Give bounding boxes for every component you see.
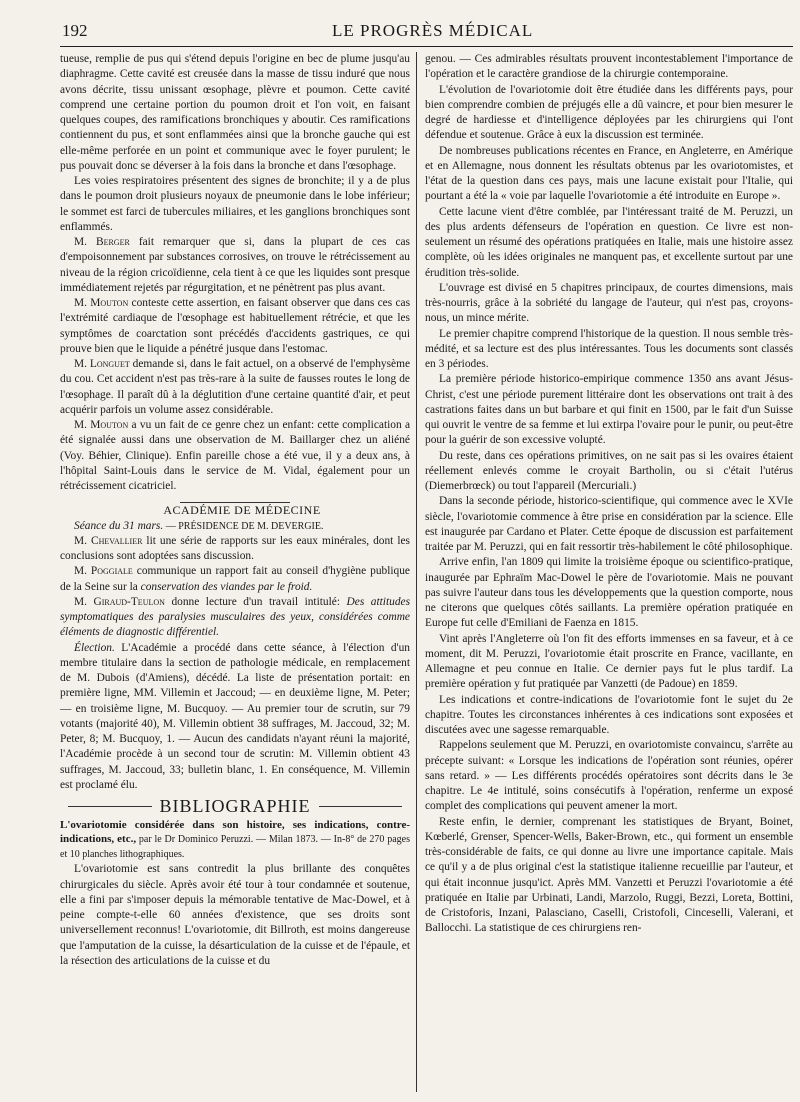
paragraph: L'évolution de l'ovariotomie doit être étudiée dans les différents pays, pour bien comprendre combien de préjugés elle a dû vaincre, et pour bien mesurer le degré de hardiesse et d'intelligence déployées par les chirurgiens qui l'ont défendue et soutenue. Grâce à eux la discussion est terminée. (425, 83, 793, 142)
journal-title: LE PROGRÈS MÉDICAL (332, 21, 534, 40)
paragraph-text: conteste cette assertion, en faisant observer que dans ces cas l'extrémité cardiaque de l'œsophage est habituellement rétrécie, et que les symptômes de coarctation sont précédés d'accidents gastriques, ce qui prouve bien que le liquide a pénétré jusque dans l'estomac. (60, 297, 410, 355)
paragraph-text: lit une série de rapports sur les eaux minérales, dont les conclusions sont adoptées sans discussion. (60, 534, 410, 562)
session-line (60, 519, 410, 534)
column-divider (416, 52, 417, 1092)
paragraph (60, 534, 410, 565)
speaker-name: M. Berger (74, 236, 130, 248)
paragraph: Les indications et contre-indications de l'ovariotomie font le sujet du 2e chapitre. Toutes les circonstances inhérentes à ces indications sont exposées et discutées avec une sagesse remarquable. (425, 693, 793, 736)
paragraph: tueuse, remplie de pus qui s'étend depuis l'origine en bec de plume jusqu'au diaphragme. Cette cavité est creusée dans la masse de tissu induré que nous avons décrite, tissu unissant œsophage, plèvre et poumon. Cette cavité comprend une certaine portion du poumon droit et l'on voit, en faisant quelques coupes, des ramifications bronchiques y aboutir. Ces ramifications contiennent du pus, et sont enflammées ainsi que la bronche gauche qui est elle-même perforée en un point et communique avec le foyer purulent; le pus pouvait donc se déverser à la fois dans la bronche et dans l'œsophage. (60, 53, 410, 172)
presidence: — PRÉSIDENCE DE M. DEVERGIE. (163, 520, 324, 532)
speaker-name: M. Mouton (74, 419, 129, 431)
paragraph-text: donne lecture d'un travail intitulé: (164, 595, 347, 608)
paragraph: Arrive enfin, l'an 1809 qui limite la troisième époque ou scientifico-pratique, inaugurée par Ephraïm Mac-Dowel le père de l'ovariotomie. Mais ne pouvant pas suivre l'auteur dans tous les développements que la question comporte, nous ne citerons que quelques côtés saillants. La première opération pratiquée en Europe fut celle d'Emiliani de Faenza en 1815. (425, 556, 793, 630)
election-label: Élection. (74, 641, 115, 654)
header-rule (60, 46, 793, 47)
paragraph: Cette lacune vient d'être comblée, par l'intéressant traité de M. Peruzzi, un des plus ardents défenseurs de l'opération en question. Ce livre est non-seulement un résumé des opérations pratiquées en Italie, mais une histoire assez complète, où les idées originales ne manquent pas, et excellente surtout par une érudition très-solide. (425, 205, 793, 279)
heading-rule (68, 806, 152, 807)
paragraph (60, 418, 410, 494)
paragraph-text: L'Académie a procédé dans cette séance, à l'élection d'un membre titulaire dans la section de pathologie médicale, en remplacement de M. Dubois (d'Amiens), décédé. La liste de présentation portait: en première ligne, MM. Villemin et Jaccoud; — en deuxième ligne, M. Peter; — en troisième ligne, M. Bucquoy. — Au premier tour de scrutin, sur 79 votants (majorité 40), M. Villemin obtient 38 suffrages, M. Jaccoud, 32; M. Peter, 8; M. Bucquoy, 1. — Aucun des candidats n'ayant réuni la majorité, l'Académie procède à un second tour de scrutin: M. Villemin obtient 43 suffrages, M. Jaccoud, 33; bulletin blanc, 1. En conséquence, M. Villemin est proclamé élu. (60, 641, 410, 791)
paragraph (60, 296, 410, 357)
section-title: ACADÉMIE DE MÉDECINE (163, 503, 321, 518)
right-column (425, 52, 793, 937)
page-header (62, 18, 792, 44)
paragraph: Du reste, dans ces opérations primitives, on ne sait pas si les ovaires étaient réellement enlevés comme le croyait Bartholin, ou si c'était l'utérus (Diemerbrœck) ou tout l'appareil (Mercuriali.) (425, 449, 793, 492)
paragraph (60, 564, 410, 595)
paragraph: De nombreuses publications récentes en France, en Angleterre, en Amérique et en Allemagne, nous donnent les résultats obtenus par les ovariotomistes, et l'état de la question dans ces pays, mais une lacune existait pour l'Italie, qui pourtant a été la « voie par laquelle l'ovariotomie a été introduite en Europe ». (425, 144, 793, 203)
speaker-name: M. Poggiale (74, 565, 133, 578)
paragraph (60, 357, 410, 418)
speaker-name: M. Chevallier (74, 534, 143, 547)
speaker-name: M. Mouton (74, 297, 129, 309)
paragraph: Le premier chapitre comprend l'historique de la question. Il nous semble très-médité, et sa lecture est des plus intéressantes. Tous les documents sont classés en 3 périodes. (425, 327, 793, 370)
book-details: par le Dr Dominico Peruzzi. — Milan 1873. — In-8° de 270 pages et 10 planches lithographiques. (60, 834, 410, 861)
italic-title: Des attitudes symptomatiques des paralysies musculaires des yeux, considérées comme éléments de diagnostic différentiel. (60, 595, 410, 639)
paragraph: L'ovariotomie est sans contredit la plus brillante des conquêtes chirurgicales du siècle. Après avoir été tour à tour condamnée et soutenue, elle a fini par s'imposer depuis la mémorable tentative de Mac-Dowel, et à peine compte-t-elle 60 années d'existence, que ses droits sont universellement reconnus! L'ovariotomie, dit Billroth, est moins dangereuse que l'amputation de la cuisse, la désarticulation de la cuisse et de l'épaule, et la résection des articulations de la cuisse et du (60, 863, 410, 967)
bibliography-heading (60, 796, 410, 816)
heading-rule (319, 806, 403, 807)
paragraph: La première période historico-empirique commence 1350 ans avant Jésus-Christ, c'est une période purement littéraire dont les observations ont trait à des castrations faites dans un but barbare et qui finit en 1500, par le fait d'un Suisse qui ouvrit le ventre de sa femme et lui extirpa l'ovaire pour le punir, ou peut-être pour la guérir de son excessive volupté. (425, 373, 793, 447)
paragraph: Les voies respiratoires présentent des signes de bronchite; il y a de plus dans le poumon droit plusieurs noyaux de pneumonie dans le lobe inférieur; le sommet est farci de tubercules miliaires, et les ganglions bronchiques sont enflammés. (60, 175, 410, 233)
paragraph: Rappelons seulement que M. Peruzzi, en ovariotomiste convaincu, s'arrête au précepte suivant: « Lorsque les indications de l'opération sont réunies, opérer sans retard. » — Les différents procédés opératoires sont décrits dans le 3e chapitre. Le 4e intitulé, soins consécutifs à l'opération, renferme un exposé complet des complications qui peuvent amener la mort. (425, 739, 793, 813)
session-date: Séance du 31 mars. (74, 519, 164, 532)
paragraph-text: communique un rapport fait au conseil d'hygiène publique de la Seine sur la (60, 565, 410, 593)
paragraph (60, 235, 410, 296)
book-title: L'ovariotomie considérée dans son histoire, ses indications, contre-indications, etc., (60, 819, 410, 846)
paragraph-text: fait remarquer que si, dans la plupart de ces cas d'empoisonnement par substances corrosives, on trouve le rétrécissement au niveau de la région cricoïdienne, cela tient à ce que les liquides sont presque immédiatement rejetés par régurgitation, et ne pénètrent pas plus avant. (60, 236, 410, 294)
paragraph (60, 641, 410, 794)
italic-title: conservation des viandes par le froid. (140, 580, 313, 593)
paragraph: Dans la seconde période, historico-scientifique, qui commence avec le XVIe siècle, l'ovariotomie commence à être prise en considération par la science. Elle est inaugurée par Cardano et Plater. Cette époque de discussion est parfaitement traitée par M. Peruzzi, qui en fait ressortir très-habilement le côté philosophique. (425, 495, 793, 553)
page-number: 192 (62, 21, 88, 40)
left-column (60, 52, 410, 969)
speaker-name: M. Longuet (74, 358, 130, 370)
paragraph-text: a vu un fait de ce genre chez un enfant: cette complication a été signalée aussi dans une observation de M. Baillarger chez un aliéné (Voy. Béhier, Clinique). Enfin pareille chose a été vue, il y a deux ans, à l'hôpital Saint-Louis dans le service de M. Vidal, également pour un rétrécissement cicatriciel. (60, 419, 410, 492)
bibliography-reference (60, 818, 410, 862)
paragraph-text: demande si, dans le fait actuel, on a observé de l'emphysème du cou. Cet accident n'est pas très-rare à la suite de fausses routes le long de l'œsophage. Il paraît dû à la déglutition d'une certaine quantité d'air, et peut acquérir parfois un volume assez considérable. (60, 358, 410, 416)
paragraph: Reste enfin, le dernier, comprenant les statistiques de Bryant, Boinet, Kœberlé, Grenser, Spencer-Wells, Baker-Brown, etc., qui forment un ensemble très-considérable de faits, ce qui donne au livre une importance capitale. Mais ce qu'il y a de plus original c'est la statistique italienne recueillie par l'auteur, et qui était inconnue jusqu'ict. Après MM. Vanzetti et Peruzzi l'ovariotomie a été pratiquée en Italie par Urbinati, Landi, Marzolo, Ruggi, Bezzi, Loreta, Bottini, de Cristoforis, Inzani, Palasciano, Caselli, Cristofoli, Cinceselli, Valerani, et Ballocchi. La statistique de ces chirurgiens ren- (425, 815, 793, 935)
paragraph: L'ouvrage est divisé en 5 chapitres principaux, de courtes dimensions, mais très-nourris, grâce à la sobriété du langage de l'auteur, qui n'est pas, croyons-nous, un mince mérite. (425, 281, 793, 325)
speaker-name: M. Giraud-Teulon (74, 595, 165, 608)
paragraph: genou. — Ces admirables résultats prouvent incontestablement l'importance de l'opération et le caractère grandiose de la chirurgie contemporaine. (425, 53, 793, 81)
paragraph: Vint après l'Angleterre où l'on fit des efforts immenses en sa faveur, et à ce moment, dit M. Peruzzi, l'ovariotomie était proscrite en France, vacillante, en Allemagne et peu connue en Italie. Ce dernier pays fut le plus tardif. La première opération y fut pratiquée par Vanzetti (de Padoue) en 1859. (425, 632, 793, 691)
paragraph (60, 595, 410, 641)
bibliography-title: BIBLIOGRAPHIE (159, 796, 311, 816)
